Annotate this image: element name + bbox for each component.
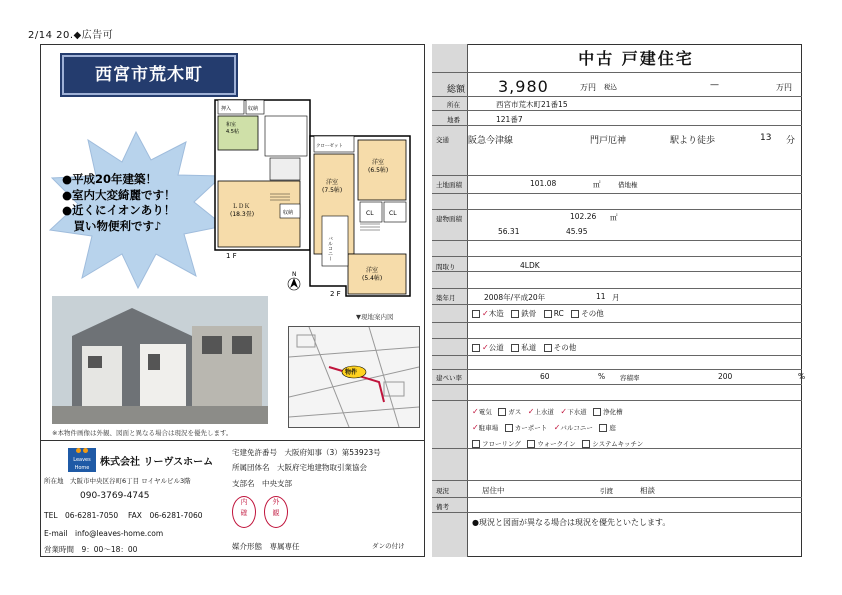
- north-arrow-icon: [288, 278, 300, 290]
- built-value: 2008年/平成20年: [484, 293, 546, 302]
- fax-value: 06-6281-7060: [149, 511, 203, 520]
- row-line: [432, 240, 802, 241]
- row-line: [432, 480, 802, 481]
- row-line: [432, 384, 802, 385]
- wa-room-label-line2: 4.5帖: [226, 129, 239, 135]
- price-value: 3,980: [498, 77, 549, 96]
- location-label: 所在: [447, 101, 460, 109]
- svg-text:収納: 収納: [248, 106, 259, 112]
- area-title: 西宮市荒木町: [62, 55, 236, 95]
- floor1-area: 56.31: [498, 227, 520, 236]
- agent-footer: 媒介形態 専属専任: [232, 542, 300, 551]
- floor2-area: 45.95: [566, 227, 588, 236]
- structure-checks: ✓木造 鉄骨 RC その他: [472, 308, 604, 319]
- map-pin-label: 物件: [345, 369, 358, 376]
- email-label: E-mail: [44, 529, 68, 538]
- row-line: [432, 369, 802, 370]
- tax-note: 税込: [604, 83, 617, 91]
- far-label: 容積率: [620, 374, 640, 382]
- svg-text:CL: CL: [366, 210, 374, 217]
- assoc-label: 所属団体名: [232, 463, 270, 472]
- svg-text:洋室(7.5帖): 洋室(7.5帖): [322, 179, 343, 194]
- svg-text:洋室(6.5帖): 洋室(6.5帖): [368, 159, 389, 174]
- built-month-unit: 月: [612, 293, 620, 302]
- far-percent: %: [798, 372, 806, 381]
- license-label: 宅建免許番号: [232, 448, 277, 457]
- row-line: [432, 338, 802, 339]
- layout-label: 間取り: [436, 263, 456, 271]
- row-line: [432, 96, 802, 97]
- company-name: 株式会社 リーヴスホーム: [100, 457, 214, 468]
- hours-value: 9：00～18：00: [81, 545, 138, 554]
- wa-room-label-line1: 和室: [226, 122, 237, 128]
- built-month: 11: [596, 292, 606, 301]
- room3-fill: [348, 254, 406, 294]
- svg-text:N: N: [292, 271, 297, 278]
- bcr-value: 60: [540, 372, 550, 381]
- branch-label: 支部名: [232, 479, 255, 488]
- svg-text:押入: 押入: [221, 106, 232, 112]
- traffic-label: 交通: [436, 136, 449, 144]
- location-value: 西宮市荒木町21番15: [496, 100, 568, 109]
- header-note: 2/14 20.◆広告可: [28, 30, 114, 41]
- status-value: 居住中: [482, 486, 505, 495]
- svg-text:バルコニー: バルコニー: [327, 236, 333, 261]
- road-checks: ✓公道 私道 その他: [472, 342, 576, 353]
- building-area-label: 建物面積: [436, 215, 462, 223]
- remarks-label: 備考: [436, 503, 449, 511]
- property-type-title: 中古 戸建住宅: [578, 49, 694, 68]
- stamp-1: 内 確: [232, 496, 256, 528]
- row-line: [432, 512, 802, 513]
- land-area-label: 土地面積: [436, 181, 462, 189]
- area-unit: ㎡: [610, 213, 618, 222]
- walk-minutes: 13: [760, 133, 772, 143]
- row-line: [432, 209, 802, 210]
- bottom-note: ●現況と図面が異なる場合は現況を優先といたします。: [472, 518, 671, 527]
- row-line: [432, 322, 802, 323]
- company-logo-text: Leaves Home: [73, 457, 91, 471]
- company-logo: [68, 448, 96, 472]
- svg-text:洋室(5.4帖): 洋室(5.4帖): [362, 267, 383, 282]
- layout-value: 4LDK: [520, 261, 540, 270]
- bcr-label: 建ぺい率: [436, 374, 462, 382]
- point-1: ●平成20年建築！: [62, 172, 158, 186]
- location-map: [288, 326, 420, 428]
- stamp-2: 外 観: [264, 496, 288, 528]
- branch-value: 中央支部: [262, 479, 292, 488]
- line-name: 阪急今津線: [468, 136, 514, 146]
- row-line: [432, 256, 802, 257]
- mobile-value: 090-3769-4745: [80, 491, 150, 501]
- walk-label: 駅より徒歩: [670, 136, 716, 146]
- point-2: ●室内大変綺麗です！: [62, 187, 176, 202]
- row-line: [432, 175, 802, 176]
- walk-unit: 分: [786, 136, 796, 146]
- price-dash: —: [710, 80, 719, 90]
- status-label: 現況: [436, 487, 449, 495]
- price-unit: 万円: [580, 83, 596, 92]
- price-label: 総額: [447, 85, 466, 95]
- svg-text:ＬＤＫ(18.3畳): ＬＤＫ(18.3畳): [230, 203, 255, 218]
- row-line: [432, 400, 802, 401]
- footer-right: ダンの付け: [372, 542, 405, 550]
- tel-value: 06-6281-7050: [65, 511, 119, 520]
- hours-label: 営業時間: [44, 545, 74, 554]
- built-label: 築年月: [436, 294, 456, 302]
- exterior-photo: [52, 296, 268, 424]
- row-line: [432, 497, 802, 498]
- svg-text:1 F: 1 F: [226, 252, 237, 260]
- delivery-value: 相談: [640, 486, 655, 495]
- land-area-unit: ㎡: [593, 180, 601, 189]
- address-label: 所在地: [44, 477, 64, 485]
- svg-text:CL: CL: [389, 210, 397, 217]
- fax-label: FAX: [128, 511, 142, 520]
- price-unit-2: 万円: [776, 83, 792, 92]
- building-area-total: 102.26: [570, 212, 597, 221]
- floor-plan: [210, 96, 420, 306]
- row-line: [432, 110, 802, 111]
- station-name: 門戸厄神: [590, 136, 627, 146]
- chiban-label: 地番: [447, 116, 460, 124]
- tel-label: TEL: [44, 511, 58, 520]
- email-value: info@leaves-home.com: [75, 529, 164, 538]
- far-value: 200: [718, 372, 733, 381]
- row-line: [432, 304, 802, 305]
- photo-note: ※本物件画像は外観、図面と異なる場合は現況を優先します。: [52, 429, 233, 437]
- row-line: [432, 271, 802, 272]
- map-caption: ▼現地案内図: [356, 313, 394, 321]
- svg-text:収納: 収納: [283, 210, 294, 216]
- point-3: ●近くにイオンあり！: [62, 203, 176, 217]
- equipment-checks: ✓電気 ガス ✓上水道 ✓下水道 浄化槽 ✓駐車場 カーポート ✓バルコニー 庭 フローリング ウォークイン システムキッチン: [472, 407, 644, 448]
- svg-text:クローゼット: クローゼット: [316, 144, 343, 149]
- bcr-percent: %: [598, 372, 606, 381]
- land-area-value: 101.08: [530, 179, 557, 188]
- license-value: 大阪府知事（3）第53923号: [284, 448, 381, 457]
- assoc-value: 大阪府宅地建物取引業協会: [277, 463, 367, 472]
- row-line: [432, 288, 802, 289]
- selling-points: [62, 172, 227, 234]
- land-right-label: 借地権: [618, 181, 638, 189]
- address-value: 大阪市中央区谷町6丁目 ロイヤルビル3階: [70, 477, 191, 485]
- delivery-label: 引渡: [600, 487, 613, 495]
- row-line: [432, 193, 802, 194]
- point-4: 買い物便利です♪: [62, 218, 162, 233]
- row-line: [432, 355, 802, 356]
- svg-text:2 F: 2 F: [330, 290, 341, 298]
- row-line: [432, 72, 802, 73]
- row-line: [432, 125, 802, 126]
- chiban-value: 121番7: [496, 115, 523, 124]
